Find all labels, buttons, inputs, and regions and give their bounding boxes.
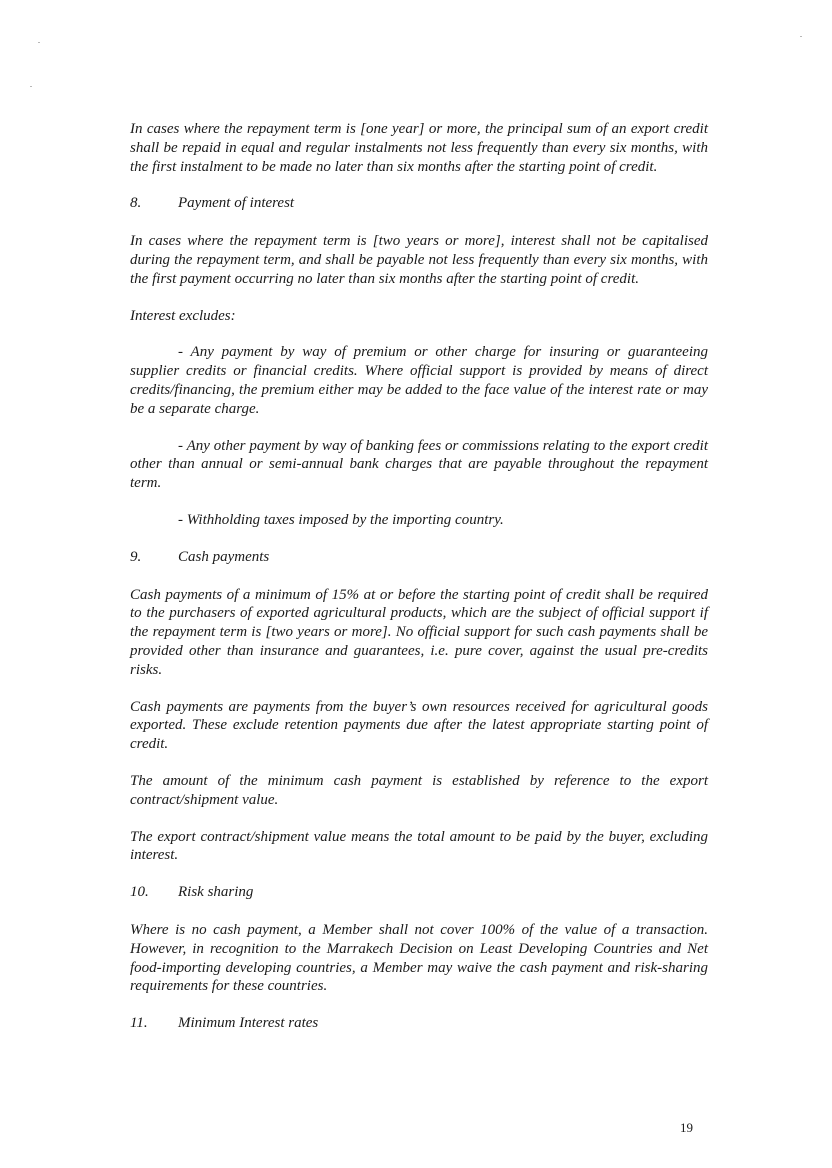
- scan-speck: [30, 86, 32, 87]
- document-body: [130, 120, 708, 1052]
- page-number: 19: [680, 1120, 693, 1135]
- list-item-premium: - Any payment by way of premium or other charge for insuring or guaranteeing supplier credits or financial credits. Where official support is provided by means of direct credits/financing, the premium either may be added to the face value of the interest rate or may be a separate charge.: [130, 344, 708, 417]
- section-number: 10.: [130, 884, 149, 901]
- scan-speck: [800, 36, 802, 37]
- paragraph-repayment: In cases where the repayment term is [one year] or more, the principal sum of an export credit shall be repaid in equal and regular instalments not less frequently than every six months, with the first instalment to be made no later than six months after the starting point of credit.: [130, 121, 708, 175]
- paragraph-cash-definition: Cash payments are payments from the buyer’s own resources received for agricultural goods exported. These exclude retention payments due after the latest appropriate starting point of credit.: [130, 698, 708, 753]
- section-title: Minimum Interest rates: [178, 1015, 319, 1032]
- scan-speck: [38, 42, 40, 43]
- section-heading-10: [130, 883, 708, 902]
- paragraph-interest: In cases where the repayment term is [two years or more], interest shall not be capitalised during the repayment term, and shall be payable not less frequently than every six months, with the first payment occurring no later than six months after the starting point of credit.: [130, 233, 708, 287]
- paragraph-minimum-cash: The amount of the minimum cash payment is established by reference to the export contract/shipment value.: [130, 772, 708, 808]
- section-number: 9.: [130, 548, 142, 565]
- section-title: Cash payments: [178, 548, 270, 565]
- list-item-withholding-taxes: - Withholding taxes imposed by the importing country.: [178, 511, 504, 528]
- section-title: Payment of interest: [178, 195, 295, 212]
- paragraph-interest-excludes: Interest excludes:: [130, 307, 236, 324]
- section-heading-8: [130, 194, 708, 213]
- paragraph-contract-value: The export contract/shipment value means the total amount to be paid by the buyer, excluding interest.: [130, 828, 708, 864]
- list-item-banking-fees: - Any other payment by way of banking fees or commissions relating to the export credit other than annual or semi-annual bank charges that are payable throughout the repayment term.: [130, 437, 708, 492]
- paragraph-risk-sharing: Where is no cash payment, a Member shall not cover 100% of the value of a transaction. However, in recognition to the Marrakech Decision on Least Developing Countries and Net food-importing developing countries, a Member may waive the cash payment and risk-sharing requirements for these countries.: [130, 921, 708, 995]
- section-heading-9: [130, 548, 708, 567]
- paragraph-cash-payments: Cash payments of a minimum of 15% at or before the starting point of credit shall be required to the purchasers of exported agricultural products, which are the subject of official support if the repayment term is [two years or more]. No official support for such cash payments shall be provided other than insurance and guarantees, i.e. pure cover, against the usual pre-credits risks.: [130, 586, 708, 678]
- section-number: 11.: [130, 1015, 148, 1032]
- section-title: Risk sharing: [178, 884, 254, 901]
- section-heading-11: [130, 1014, 708, 1033]
- section-number: 8.: [130, 195, 142, 212]
